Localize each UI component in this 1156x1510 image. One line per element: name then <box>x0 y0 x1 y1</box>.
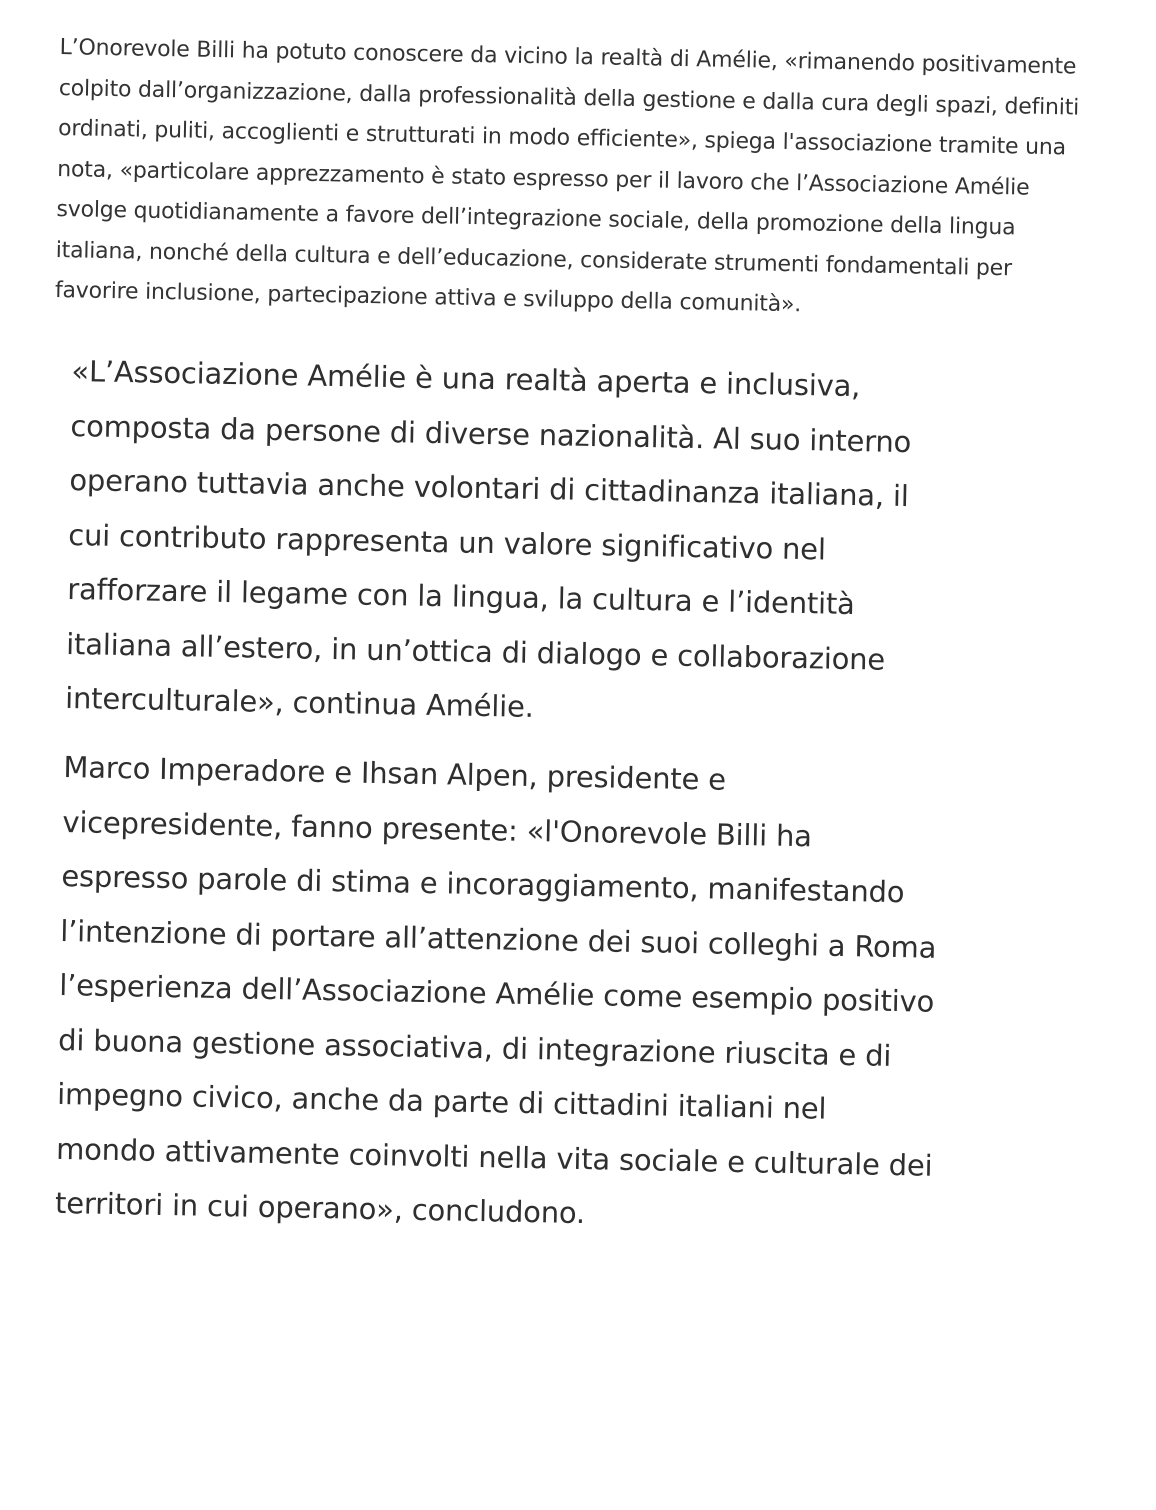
text-line: favorire inclusione, partecipazione attiva e sviluppo della comunità». <box>54 277 802 318</box>
text-line: vicepresidente, fanno presente: «l'Onorevole Billi ha <box>62 804 813 853</box>
text-line: l’esperienza dell’Associazione Amélie come esempio positivo <box>58 967 935 1019</box>
text-line: nota, «particolare apprezzamento è stato espresso per il lavoro che l’Associazione Amélie <box>57 156 1030 201</box>
text-line: territori in cui operano», concludono. <box>54 1185 586 1231</box>
paragraph-presidents-statement <box>55 740 964 1248</box>
text-line: colpito dall’organizzazione, dalla professionalità della gestione e dalla cura degli spazi, definiti <box>58 75 1080 121</box>
text-line: impegno civico, anche da parte di cittadini italiani nel <box>56 1076 827 1126</box>
text-line: cui contributo rappresenta un valore significativo nel <box>68 517 827 567</box>
text-line: l’intenzione di portare all’attenzione dei suoi colleghi a Roma <box>60 913 937 965</box>
text-line: svolge quotidianamente a favore dell’integrazione sociale, della promozione della lingua <box>56 196 1016 241</box>
text-line: composta da persone di diverse nazionalità. Al suo interno <box>70 408 912 459</box>
text-line: espresso parole di stima e incoraggiamento, manifestando <box>61 858 905 910</box>
text-line: rafforzare il legame con la lingua, la cultura e l’identità <box>66 571 856 622</box>
text-line: operano tuttavia anche volontari di cittadinanza italiana, il <box>69 462 910 514</box>
text-line: italiana, nonché della cultura e dell’educazione, considerate strumenti fondamentali per <box>55 237 1013 281</box>
text-line: Marco Imperadore e Ihsan Alpen, presidente e <box>63 749 727 797</box>
text-line: italiana all’estero, in un’ottica di dialogo e collaborazione <box>65 626 886 677</box>
paragraph-association-quote <box>65 344 972 743</box>
text-line: L’Onorevole Billi ha potuto conoscere da vicino la realtà di Amélie, «rimanendo positivamente <box>59 34 1077 80</box>
text-line: «L’Associazione Amélie è una realtà aperta e inclusiva, <box>71 353 861 404</box>
text-line: di buona gestione associativa, di integrazione riuscita e di <box>57 1022 892 1073</box>
text-line: mondo attivamente coinvolti nella vita sociale e culturale dei <box>55 1131 933 1183</box>
text-line: ordinati, puliti, accoglienti e strutturati in modo efficiente», spiega l'associazione tramite una <box>57 115 1067 161</box>
text-line: interculturale», continua Amélie. <box>64 680 535 724</box>
paragraph-visit-report <box>55 28 1140 332</box>
